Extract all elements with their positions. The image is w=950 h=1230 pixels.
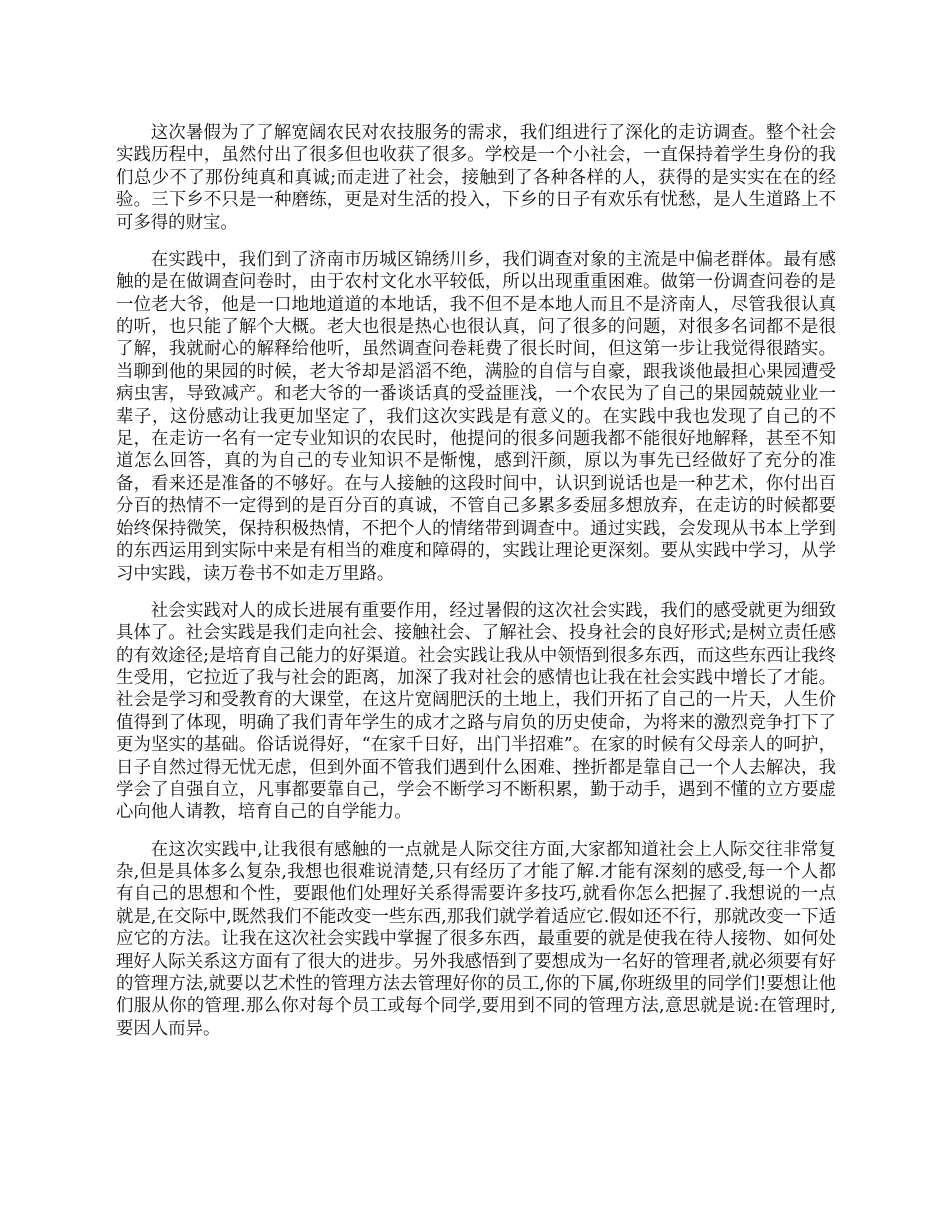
paragraph: 这次暑假为了了解宽阔农民对农技服务的需求，我们组进行了深化的走访调查。整个社会实践历程中，虽然付出了很多但也收获了很多。学校是一个小社会，一直保持着学生身份的我们总少不了那份纯真和真诚;而走进了社会，接触到了各种各样的人，获得的是实实在在的经验。三下乡不只是一种磨练，更是对生活的投入，下乡的日子有欢乐有忧愁，是人生道路上不可多得的财宝。 (116, 123, 836, 233)
paragraph: 在这次实践中,让我很有感触的一点就是人际交往方面,大家都知道社会上人际交往非常复杂,但是具体多么复杂,我想也很难说清楚,只有经历了才能了解.才能有深刻的感受,每一个人都有自己的思想和个性，要跟他们处理好关系得需要许多技巧,就看你怎么把握了.我想说的一点就是,在交际中,既然我们不能改变一些东西,那我们就学着适应它.假如还不行，那就改变一下适应它的方法。让我在这次社会实践中掌握了很多东西，最重要的就是使我在待人接物、如何处理好人际关系这方面有了很大的进步。另外我感悟到了要想成为一名好的管理者,就必须要有好的管理方法,就要以艺术性的管理方法去管理好你的员工,你的下属,你班级里的同学们!要想让他们服从你的管理.那么你对每个员工或每个同学,要用到不同的管理方法,意思就是说:在管理时,要因人而异。 (116, 839, 836, 1039)
paragraph: 社会实践对人的成长进展有重要作用，经过暑假的这次社会实践，我们的感受就更为细致具体了。社会实践是我们走向社会、接触社会、了解社会、投身社会的良好形式;是树立责任感的有效途径;是培育自己能力的好渠道。社会实践让我从中领悟到很多东西，而这些东西让我终生受用，它拉近了我与社会的距离，加深了我对社会的感情也让我在社会实践中增长了才能。社会是学习和受教育的大课堂，在这片宽阔肥沃的土地上，我们开拓了自己的一片天，人生价值得到了体现，明确了我们青年学生的成才之路与肩负的历史使命，为将来的激烈竞争打下了更为坚实的基础。俗话说得好，“在家千日好，出门半招难”。在家的时候有父母亲人的呵护，日子自然过得无忧无虑，但到外面不管我们遇到什么困难、挫折都是靠自己一个人去解决，我学会了自强自立，凡事都要靠自己，学会不断学习不断积累，勤于动手，遇到不懂的立方要虚心向他人请教，培育自己的自学能力。 (116, 600, 836, 823)
paragraph: 在实践中，我们到了济南市历城区锦绣川乡，我们调查对象的主流是中偏老群体。最有感触的是在做调查问卷时，由于农村文化水平较低，所以出现重重困难。做第一份调查问卷的是一位老大爷，他是一口地地道道的本地话，我不但不是本地人而且不是济南人，尽管我很认真的听，也只能了解个大概。老大也很是热心也很认真，问了很多的问题，对很多名词都不是很了解，我就耐心的解释给他听，虽然调查问卷耗费了很长时间，但这第一步让我觉得很踏实。当聊到他的果园的时候，老大爷却是滔滔不绝，满脸的自信与自豪，跟我谈他最担心果园遭受病虫害，导致减产。和老大爷的一番谈话真的受益匪浅，一个农民为了自己的果园兢兢业业一辈子，这份感动让我更加坚定了，我们这次实践是有意义的。在实践中我也发现了自己的不足，在走访一名有一定专业知识的农民时，他提问的很多问题我都不能很好地解释，甚至不知道怎么回答，真的为自己的专业知识不是惭愧，感到汗颜，原以为事先已经做好了充分的准备，看来还是准备的不够好。在与人接触的这段时间中，认识到说话也是一种艺术，你付出百分百的热情不一定得到的是百分百的真诚，不管自己多累多委屈多想放弃，在走访的时候都要始终保持微笑，保持积极热情，不把个人的情绪带到调查中。通过实践，会发现从书本上学到的东西运用到实际中来是有相当的难度和障碍的，实践让理论更深刻。要从实践中学习，从学习中实践，读万卷书不如走万里路。 (116, 249, 836, 584)
document-body (116, 122, 836, 1040)
